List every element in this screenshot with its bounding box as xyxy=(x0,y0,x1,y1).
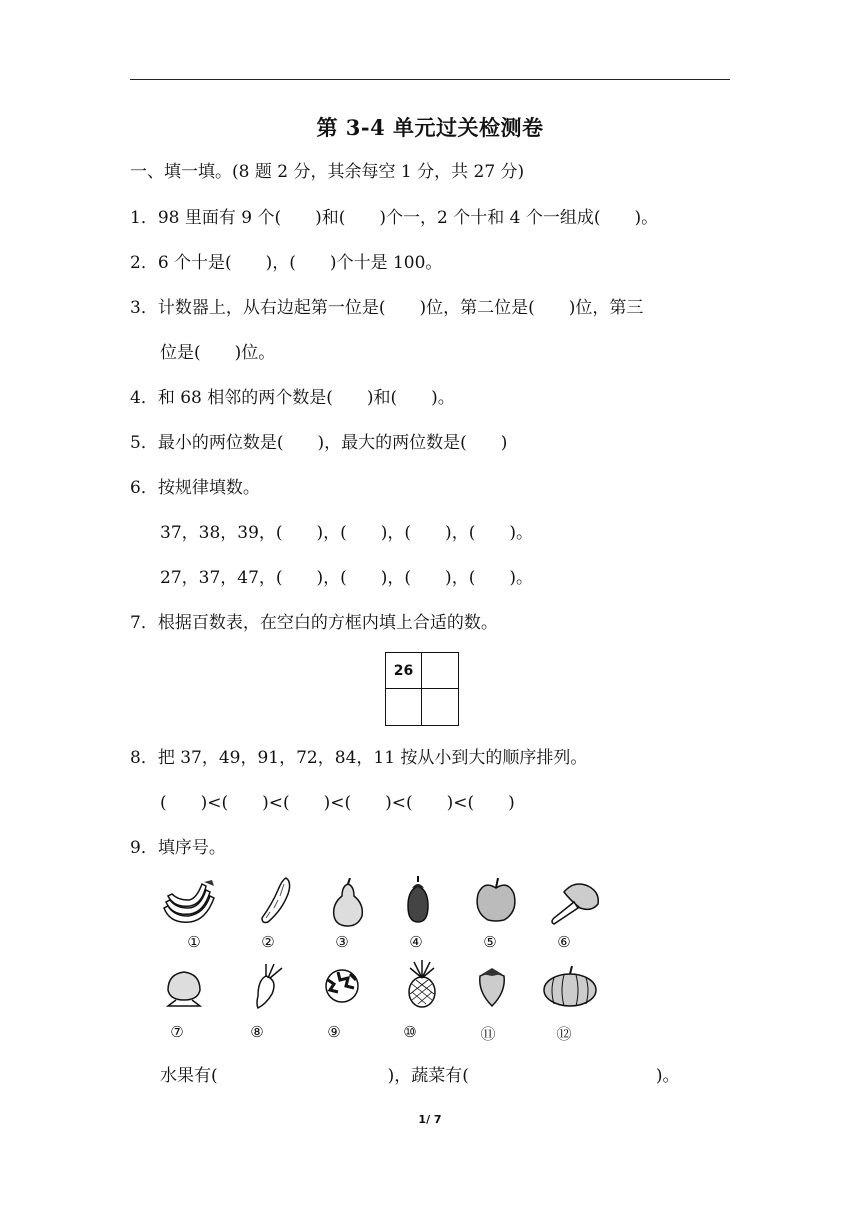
cabbage-icon xyxy=(544,878,604,928)
question-4: 4．和 68 相邻的两个数是( )和( )。 xyxy=(130,388,455,408)
radish-icon xyxy=(236,960,296,1010)
picture-label: ⑩ xyxy=(403,1023,417,1041)
picture-label: ② xyxy=(261,933,275,951)
question-3-continued: 位是( )位。 xyxy=(160,343,276,363)
hundred-chart-grid xyxy=(385,652,459,726)
question-3: 3．计数器上，从右边起第一位是( )位，第二位是( )位，第三 xyxy=(130,298,644,318)
picture-label: ⑧ xyxy=(250,1023,264,1041)
question-7: 7．根据百数表，在空白的方框内填上合适的数。 xyxy=(130,613,498,633)
question-5: 5．最小的两位数是( )，最大的两位数是( ) xyxy=(130,433,508,453)
picture-label: ⑦ xyxy=(170,1023,184,1041)
banana-icon xyxy=(160,878,220,928)
apple-icon xyxy=(466,876,526,926)
question-2: 2．6 个十是( )，( )个十是 100。 xyxy=(130,253,443,273)
grid-cell-blank[interactable] xyxy=(422,653,458,689)
question-6-row-2: 27，37，47，( )，( )，( )，( )。 xyxy=(160,568,533,588)
picture-label: ⑥ xyxy=(557,933,571,951)
pear-icon xyxy=(318,878,378,928)
picture-label: ⑪ xyxy=(480,1025,496,1043)
page-number: 1/ 7 xyxy=(418,1113,442,1126)
pineapple-icon xyxy=(392,958,452,1008)
pumpkin-icon xyxy=(540,960,600,1010)
question-9-answer: 水果有( )，蔬菜有( )。 xyxy=(160,1066,680,1086)
strawberry-icon xyxy=(462,962,522,1012)
cucumber-icon xyxy=(242,876,302,926)
picture-label: ⑫ xyxy=(556,1025,572,1043)
grid-cell-blank[interactable] xyxy=(422,689,458,725)
eggplant-icon xyxy=(388,876,448,926)
picture-label: ⑤ xyxy=(483,933,497,951)
grid-cell-blank[interactable] xyxy=(386,689,422,725)
picture-label: ⑨ xyxy=(327,1023,341,1041)
question-9: 9．填序号。 xyxy=(130,838,226,858)
page-title: 第 3-4 单元过关检测卷 xyxy=(316,115,544,140)
question-6: 6．按规律填数。 xyxy=(130,478,260,498)
question-6-row-1: 37，38，39，( )，( )，( )，( )。 xyxy=(160,523,533,543)
header-rule xyxy=(130,79,730,80)
peach-icon xyxy=(154,962,214,1012)
grid-cell: 26 xyxy=(386,653,422,689)
question-8-answer: ( )<( )<( )<( )<( )<( ) xyxy=(160,793,515,813)
picture-label: ③ xyxy=(335,933,349,951)
question-1: 1．98 里面有 9 个( )和( )个一，2 个十和 4 个一组成( )。 xyxy=(130,208,659,228)
picture-label: ① xyxy=(187,933,201,951)
watermelon-icon xyxy=(312,962,372,1012)
picture-label: ④ xyxy=(409,933,423,951)
section-heading: 一、填一填。(8 题 2 分，其余每空 1 分，共 27 分) xyxy=(130,162,525,182)
question-8: 8．把 37，49，91，72，84，11 按从小到大的顺序排列。 xyxy=(130,748,588,768)
